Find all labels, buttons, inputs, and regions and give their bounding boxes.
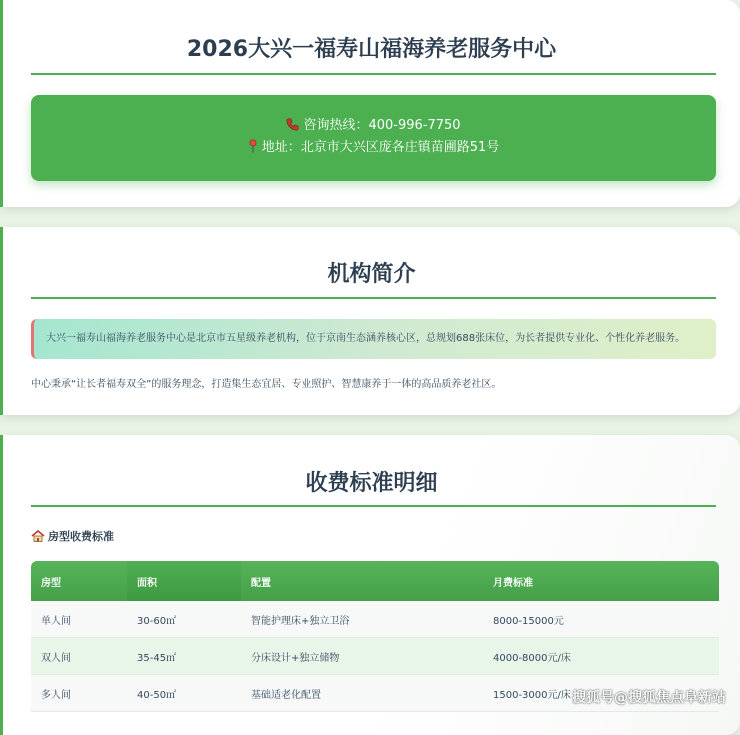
table-row xyxy=(31,601,719,638)
contact-box xyxy=(31,95,716,181)
header-card xyxy=(0,0,740,207)
intro-card xyxy=(0,227,740,415)
cell-config: 基础适老化配置 xyxy=(241,675,483,712)
cell-room-type: 单人间 xyxy=(31,601,127,638)
cell-room-type: 双人间 xyxy=(31,638,127,675)
house-icon xyxy=(31,530,45,542)
title-divider xyxy=(31,73,716,75)
cell-room-type: 多人间 xyxy=(31,675,127,712)
room-fees-subhead xyxy=(31,528,114,544)
intro-body: 中心秉承“让长者福寿双全”的服务理念，打造集生态宜居、专业照护、智慧康养于一体的高品质养老社区。 xyxy=(31,379,502,390)
cell-area: 35-45㎡ xyxy=(127,638,241,675)
col-header-config: 配置 xyxy=(241,561,483,601)
fee-table-header-row xyxy=(31,561,719,601)
cell-monthly-fee: 1500-3000元/床 xyxy=(483,675,719,712)
room-fees-subhead-text: 房型收费标准 xyxy=(48,530,114,543)
hotline-line[interactable] xyxy=(31,114,716,133)
cell-config: 智能护理床+独立卫浴 xyxy=(241,601,483,638)
phone-icon xyxy=(286,118,299,133)
watermark-text: 搜狐号@搜狐焦点阜新站 xyxy=(572,690,726,706)
address-line xyxy=(31,136,716,155)
cell-monthly-fee: 4000-8000元/床 xyxy=(483,638,719,675)
map-pin-icon xyxy=(248,139,258,155)
fees-title: 收费标准明细 xyxy=(305,471,438,496)
col-header-monthly-fee: 月费标准 xyxy=(483,561,719,601)
table-row xyxy=(31,638,719,675)
col-header-area: 面积 xyxy=(127,561,241,601)
intro-title: 机构简介 xyxy=(327,262,416,287)
cell-area: 30-60㎡ xyxy=(127,601,241,638)
col-header-room-type: 房型 xyxy=(31,561,127,601)
intro-highlight: 大兴一福寿山福海养老服务中心是北京市五星级养老机构，位于京南生态涵养核心区，总规划688张床位，为长者提供专业化、个性化养老服务。 xyxy=(31,319,716,359)
intro-divider xyxy=(31,297,716,299)
address-text: 地址：北京市大兴区庞各庄镇苗圃路51号 xyxy=(261,140,500,155)
cell-area: 40-50㎡ xyxy=(127,675,241,712)
cell-monthly-fee: 8000-15000元 xyxy=(483,601,719,638)
page-title: 2026大兴一福寿山福海养老服务中心 xyxy=(186,37,557,62)
hotline-text: 咨询热线：400-996-7750 xyxy=(303,118,461,133)
cell-config: 分床设计+独立储物 xyxy=(241,638,483,675)
fees-divider xyxy=(31,505,716,507)
